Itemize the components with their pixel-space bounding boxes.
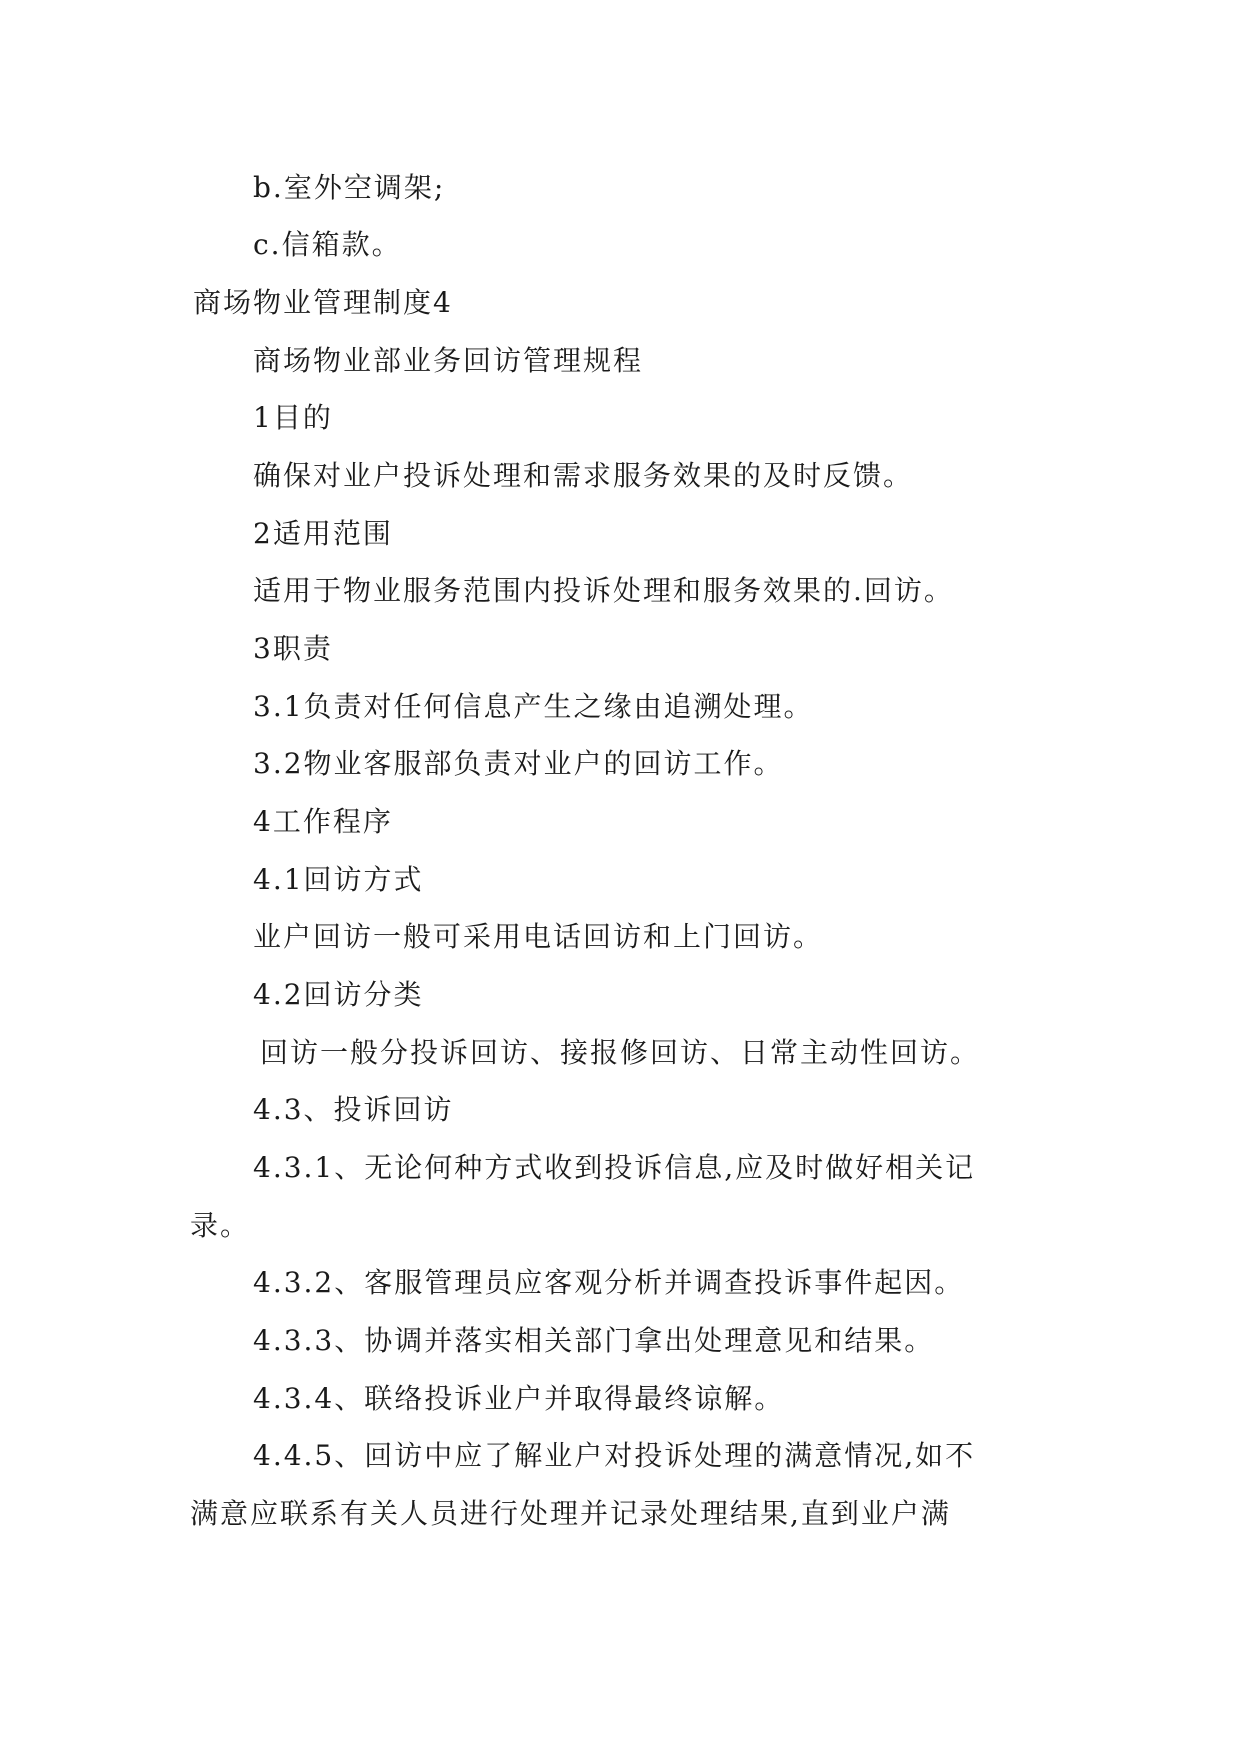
paragraph: 确保对业户投诉处理和需求服务效果的及时反馈。	[253, 459, 914, 492]
paragraph-continued: 满意应联系有关人员进行处理并记录处理结果,直到业户满	[190, 1497, 951, 1530]
document-title: 商场物业部业务回访管理规程	[253, 344, 644, 377]
list-item-c: c.信箱款。	[253, 228, 402, 261]
heading-procedure: 4工作程序	[253, 805, 393, 838]
heading-visit-method: 4.1回访方式	[253, 863, 424, 896]
heading-visit-category: 4.2回访分类	[253, 978, 424, 1011]
section-heading: 商场物业管理制度4	[193, 286, 453, 319]
heading-duties: 3职责	[253, 632, 333, 665]
paragraph: 业户回访一般可采用电话回访和上门回访。	[253, 920, 824, 953]
paragraph: 3.1负责对任何信息产生之缘由追溯处理。	[253, 690, 814, 723]
paragraph: 4.3.2、客服管理员应客观分析并调查投诉事件起因。	[253, 1266, 965, 1299]
paragraph: 回访一般分投诉回访、接报修回访、日常主动性回访。	[260, 1036, 981, 1069]
paragraph: 4.3.4、联络投诉业户并取得最终谅解。	[253, 1382, 785, 1415]
paragraph: 4.3.1、无论何种方式收到投诉信息,应及时做好相关记	[253, 1151, 976, 1184]
list-item-b: b.室外空调架;	[253, 171, 446, 204]
paragraph-continued: 录。	[190, 1209, 251, 1242]
heading-complaint-visit: 4.3、投诉回访	[253, 1093, 454, 1126]
heading-purpose: 1目的	[253, 401, 333, 434]
paragraph: 3.2物业客服部负责对业户的回访工作。	[253, 747, 784, 780]
paragraph: 4.4.5、回访中应了解业户对投诉处理的满意情况,如不	[253, 1439, 976, 1472]
heading-scope: 2适用范围	[253, 517, 393, 550]
paragraph: 4.3.3、协调并落实相关部门拿出处理意见和结果。	[253, 1324, 935, 1357]
paragraph: 适用于物业服务范围内投诉处理和服务效果的.回访。	[253, 574, 954, 607]
